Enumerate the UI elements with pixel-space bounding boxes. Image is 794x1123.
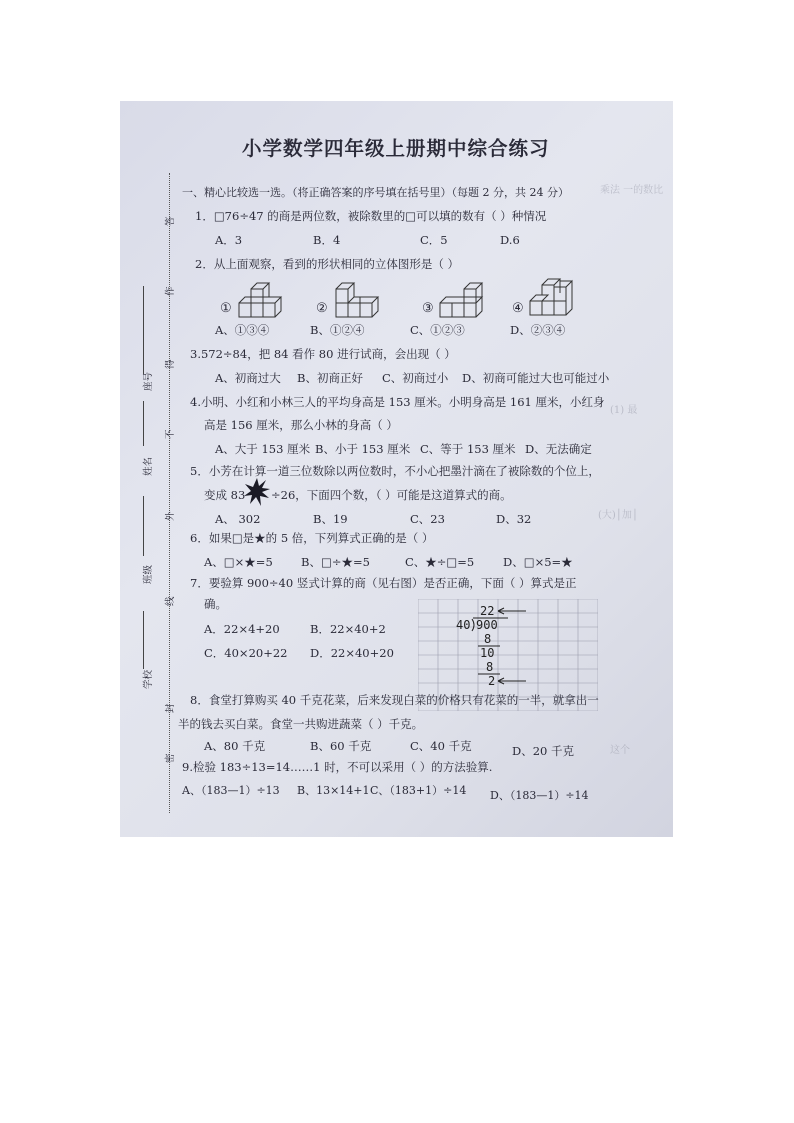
q9-option-a: A、（183—1）÷13 xyxy=(182,784,280,797)
side-label: 线 xyxy=(165,596,176,606)
question-1: 1．□76÷47 的商是两位数，被除数里的□可以填的数有（ ）种情况 xyxy=(195,209,547,223)
section-header: 一、精心比较选一选。（将正确答案的序号填在括号里）（每题 2 分，共 24 分） xyxy=(182,186,569,199)
side-label: 封 xyxy=(165,703,176,713)
q4-option-d: D、无法确定 xyxy=(525,442,592,456)
side-label: 密 xyxy=(165,753,176,763)
ink-blot-icon xyxy=(244,478,270,506)
question-5-line2a: 变成 83 xyxy=(204,488,246,502)
division-dividend: 900 xyxy=(476,618,498,632)
q3-option-d: D、初商可能过大也可能过小 xyxy=(462,371,610,385)
name-label: 姓名 xyxy=(143,456,154,476)
division-quotient: 22 xyxy=(480,604,495,618)
q4-option-c: C、等于 153 厘米 xyxy=(420,442,516,456)
q9-option-b: B、13×14+1 xyxy=(297,784,370,797)
q2-option-c: C、①②③ xyxy=(410,323,465,337)
page-title: 小学数学四年级上册期中综合练习 xyxy=(242,137,550,160)
division-step-2: 10 xyxy=(480,646,495,660)
q1-option-b: B．4 xyxy=(313,233,341,247)
scanned-page-photo xyxy=(120,101,673,837)
side-label: 作 xyxy=(165,286,176,296)
q8-option-a: A、80 千克 xyxy=(204,739,266,753)
cube-figure-2-icon xyxy=(334,277,394,319)
cube-figure-1-icon xyxy=(237,281,293,319)
question-2: 2．从上面观察，看到的形状相同的立体图形是（ ） xyxy=(195,257,459,271)
q7-option-d: D．22×40+20 xyxy=(310,646,394,660)
side-label: 不 xyxy=(165,429,176,439)
q1-option-d: D.6 xyxy=(500,233,520,247)
figure-label: ③ xyxy=(422,301,434,316)
q6-option-a: A、□×★=5 xyxy=(204,555,273,569)
bleed-text: 这个 xyxy=(610,745,630,756)
division-divisor: 40 xyxy=(456,618,471,632)
figure-label: ④ xyxy=(512,301,524,316)
q3-option-b: B、初商正好 xyxy=(297,371,363,385)
q8-option-d: D、20 千克 xyxy=(512,744,575,758)
q2-option-d: D、②③④ xyxy=(510,323,566,337)
q5-option-c: C、23 xyxy=(410,512,445,526)
q1-option-a: A．3 xyxy=(215,233,243,247)
binding-dotted-line xyxy=(169,173,170,813)
question-7-line1: 7．要验算 900÷40 竖式计算的商（见右图）是否正确，下面（ ）算式是正 xyxy=(190,576,577,590)
class-blank xyxy=(143,496,144,556)
question-3: 3.572÷84，把 84 看作 80 进行试商，会出现（ ） xyxy=(190,347,456,361)
question-8-line1: 8．食堂打算购买 40 千克花菜，后来发现白菜的价格只有花菜的一半，就拿出一 xyxy=(190,693,599,707)
q7-option-b: B．22×40+2 xyxy=(310,622,386,636)
bleed-text: 乘法 一的数比 xyxy=(600,185,664,196)
q1-option-c: C．5 xyxy=(420,233,448,247)
school-label: 学校 xyxy=(143,669,154,689)
q7-option-c: C．40×20+22 xyxy=(204,646,288,660)
question-7-line2: 确。 xyxy=(204,597,227,611)
figure-label: ① xyxy=(220,301,232,316)
question-4-line1: 4.小明、小红和小林三人的平均身高是 153 厘米。小明身高是 161 厘米，小红身 xyxy=(190,395,605,409)
cube-figure-3-icon xyxy=(438,279,496,319)
seat-number-blank xyxy=(143,286,144,374)
q9-option-d: D、（183—1）÷14 xyxy=(490,789,589,802)
q6-option-d: D、□×5=★ xyxy=(503,555,573,569)
question-5-line1: 5．小芳在计算一道三位数除以两位数时，不小心把墨汁滴在了被除数的个位上， xyxy=(190,464,600,478)
question-8-line2: 半的钱去买白菜。食堂一共购进蔬菜（ ）千克。 xyxy=(178,717,424,731)
q4-option-b: B、小于 153 厘米 xyxy=(315,442,411,456)
class-label: 班级 xyxy=(143,564,154,584)
division-remainder: 2 xyxy=(488,674,496,688)
q5-option-b: B、19 xyxy=(313,512,348,526)
side-label: 外 xyxy=(165,511,176,521)
q2-option-a: A、①③④ xyxy=(215,323,270,337)
question-4-line2: 高是 156 厘米，那么小林的身高（ ） xyxy=(204,418,398,432)
q3-option-c: C、初商过小 xyxy=(382,371,449,385)
question-6: 6．如果□是★的 5 倍，下列算式正确的是（ ） xyxy=(190,531,434,545)
q2-option-b: B、①②④ xyxy=(310,323,365,337)
name-blank xyxy=(143,401,144,446)
question-5-line2b: ÷26，下面四个数，（ ）可能是这道算式的商。 xyxy=(271,488,512,502)
q6-option-c: C、★÷□=5 xyxy=(405,555,475,569)
figure-label: ② xyxy=(316,301,328,316)
q7-option-a: A．22×4+20 xyxy=(204,622,280,636)
school-blank xyxy=(143,611,144,669)
question-9: 9.检验 183÷13=14……1 时，不可以采用（ ）的方法验算. xyxy=(182,760,493,774)
bleed-text: (1) 最 xyxy=(610,405,638,416)
bleed-text: (大)│加│ xyxy=(598,510,638,521)
side-label: 答 xyxy=(165,216,176,226)
division-step-3: 8 xyxy=(486,660,494,674)
division-step-1: 8 xyxy=(484,632,492,646)
q9-option-c: C、（183+1）÷14 xyxy=(370,784,467,797)
q5-option-d: D、32 xyxy=(496,512,532,526)
q4-option-a: A、大于 153 厘米 xyxy=(215,442,311,456)
cube-figure-4-icon xyxy=(528,273,586,319)
q8-option-b: B、60 千克 xyxy=(310,739,372,753)
side-label: 得 xyxy=(165,359,176,369)
seat-number-label: 座号 xyxy=(143,371,154,391)
q8-option-c: C、40 千克 xyxy=(410,739,472,753)
q3-option-a: A、初商过大 xyxy=(215,371,281,385)
q6-option-b: B、□÷★=5 xyxy=(301,555,370,569)
q5-option-a: A、 302 xyxy=(215,512,261,526)
